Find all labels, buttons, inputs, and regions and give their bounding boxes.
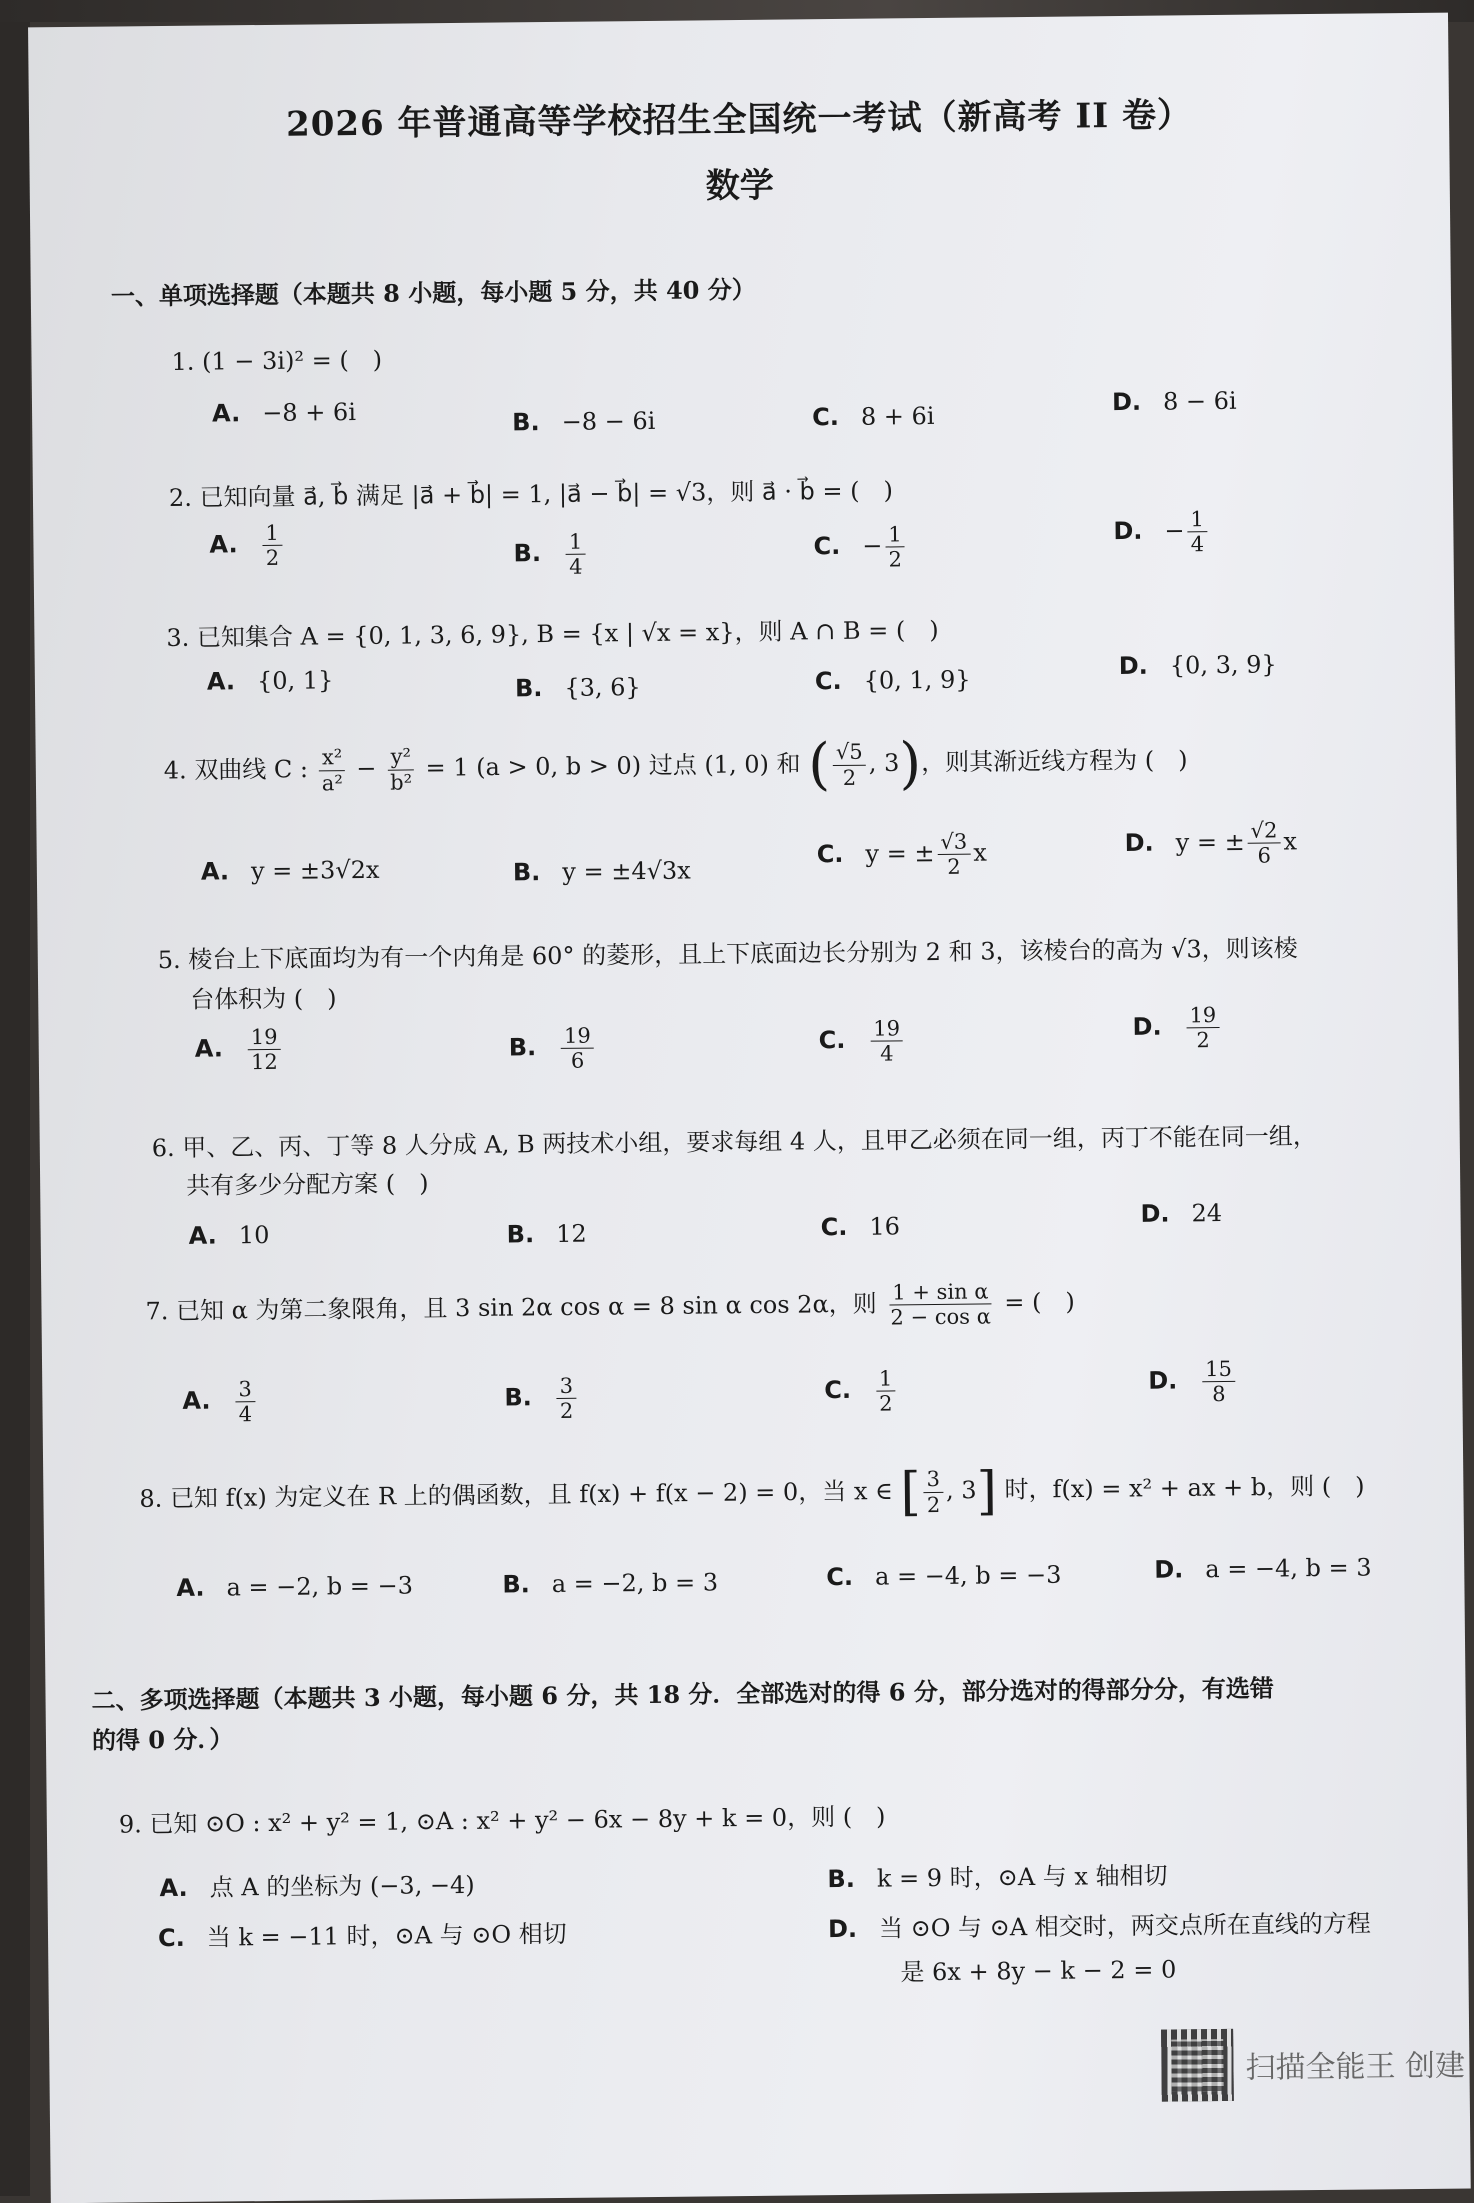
section-2-heading-line-2: 的得 0 分．） [91,1724,234,1755]
q8-option-a: A. a = −2, b = −3 [176,1571,414,1602]
q6-option-b: B. 12 [506,1219,587,1249]
question-3: 3. 已知集合 A = {0, 1, 3, 6, 9}, B = {x | √x = x}，则 A ∩ B = ( ) [166,615,939,653]
q7-option-d: D. $\frac{15}{8}$ [1148,1357,1238,1407]
exam-title: 2026 年普通高等学校招生全国统一考试（新高考 II 卷） [285,95,1193,145]
q2-option-a: A. $\frac{1}{2}$ [209,521,285,571]
q9-option-c: C. 当 k = −11 时，⊙A 与 ⊙O 相切 [157,1919,567,1953]
q5-option-a: A. $\frac{19}{12}$ [195,1025,284,1075]
q4-option-c: C. y = ± $\frac{√3}{2}$ x [816,829,987,879]
q5-option-c: C. $\frac{19}{4}$ [818,1016,906,1066]
q9-option-b: B. k = 9 时，⊙A 与 x 轴相切 [827,1861,1168,1894]
question-5-line-1: 5. 棱台上下底面均为有一个内角是 60° 的菱形，且上下底面边长分别为 2 和 3，该棱台的高为 √3，则该棱 [157,934,1298,975]
question-4: 4. 双曲线 C : $\frac{\text{x²}}{\text{a²}}$ − $\frac{\text{y²}}{\text{b²}}$ = 1 (a > 0, b > 0) 过点 (1, 0) 和 ( $\frac{√5}{2}$ , 3)，则其渐近线方程为 ( ) [163,731,1188,798]
q3-option-b: B. {3, 6} [514,673,641,703]
q6-option-c: C. 16 [820,1212,901,1242]
q2-option-d: D. − $\frac{1}{4}$ [1113,507,1210,557]
question-6-line-1: 6. 甲、乙、丙、丁等 8 人分成 A, B 两技术小组，要求每组 4 人，且甲乙必须在同一组，丙丁不能在同一组， [151,1122,1317,1163]
q7-option-b: B. $\frac{3}{2}$ [504,1374,579,1424]
question-7: 7. 已知 α 为第二象限角，且 3 sin 2α cos α = 8 sin α cos 2α，则 $\frac{\text{1 + sin α}}{\text{2 − cos α}}$ = ( ) [145,1279,1075,1330]
q4-option-b: B. y = ±4√3x [512,856,691,887]
q9-option-a: A. 点 A 的坐标为 (−3, −4) [159,1870,475,1903]
q1-option-b: B. −8 − 6i [512,406,656,437]
question-6-line-2: 共有多少分配方案 ( ) [186,1169,429,1200]
q6-option-a: A. 10 [188,1220,270,1250]
q4-option-a: A. y = ±3√2x [200,855,380,886]
scanner-watermark: 扫描全能王 创建 [1245,2048,1466,2086]
q3-option-d: D. {0, 3, 9} [1118,650,1277,681]
question-1: 1. (1 − 3i)² = ( ) [171,345,383,376]
q1-option-d: D. 8 − 6i [1111,386,1237,417]
q9-option-d-line-2: 是 6x + 8y − k − 2 = 0 [900,1955,1177,1987]
q3-option-c: C. {0, 1, 9} [814,665,971,696]
q9-option-d: D. 当 ⊙O 与 ⊙A 相交时，两交点所在直线的方程 [827,1909,1371,1944]
background-edge [0,0,30,2196]
q1-option-a: A. −8 + 6i [211,398,357,428]
q5-option-d: D. $\frac{19}{2}$ [1132,1003,1222,1053]
q6-option-d: D. 24 [1140,1198,1223,1228]
section-2-heading-line-1: 二、多项选择题（本题共 3 小题，每小题 6 分，共 18 分．全部选对的得 6 分，部分选对的得部分分，有选错 [91,1673,1274,1715]
q5-option-b: B. $\frac{19}{6}$ [509,1024,598,1074]
q1-option-c: C. 8 + 6i [812,401,935,432]
q2-option-b: B. $\frac{1}{4}$ [513,530,588,580]
qr-code-icon [1161,2029,1234,2102]
q3-option-a: A. {0, 1} [206,666,334,696]
q7-option-c: C. $\frac{1}{2}$ [824,1366,899,1416]
q8-option-d: D. a = −4, b = 3 [1154,1553,1372,1584]
q4-option-d: D. y = ± $\frac{√2}{6}$ x [1124,818,1298,868]
q7-option-a: A. $\frac{3}{4}$ [182,1377,258,1427]
q2-option-c: C. − $\frac{1}{2}$ [813,522,908,572]
exam-subject: 数学 [705,165,774,207]
question-2: 2. 已知向量 a⃗, b⃗ 满足 |a⃗ + b⃗| = 1, |a⃗ − b⃗| = √3，则 a⃗ · b⃗ = ( ) [168,476,894,512]
question-5-line-2: 台体积为 ( ) [190,984,337,1014]
exam-page [28,13,1471,2203]
question-8: 8. 已知 f(x) 为定义在 R 上的偶函数，且 f(x) + f(x − 2) = 0，当 x ∈ [ $\frac{3}{2}$ , 3] 时，f(x) = x² + ax + b，则 ( ) [139,1461,1365,1523]
question-9: 9. 已知 ⊙O : x² + y² = 1, ⊙A : x² + y² − 6x − 8y + k = 0，则 ( ) [118,1802,886,1839]
section-1-heading: 一、单项选择题（本题共 8 小题，每小题 5 分，共 40 分） [110,274,756,311]
q8-option-c: C. a = −4, b = −3 [826,1560,1062,1592]
q8-option-b: B. a = −2, b = 3 [502,1568,719,1599]
